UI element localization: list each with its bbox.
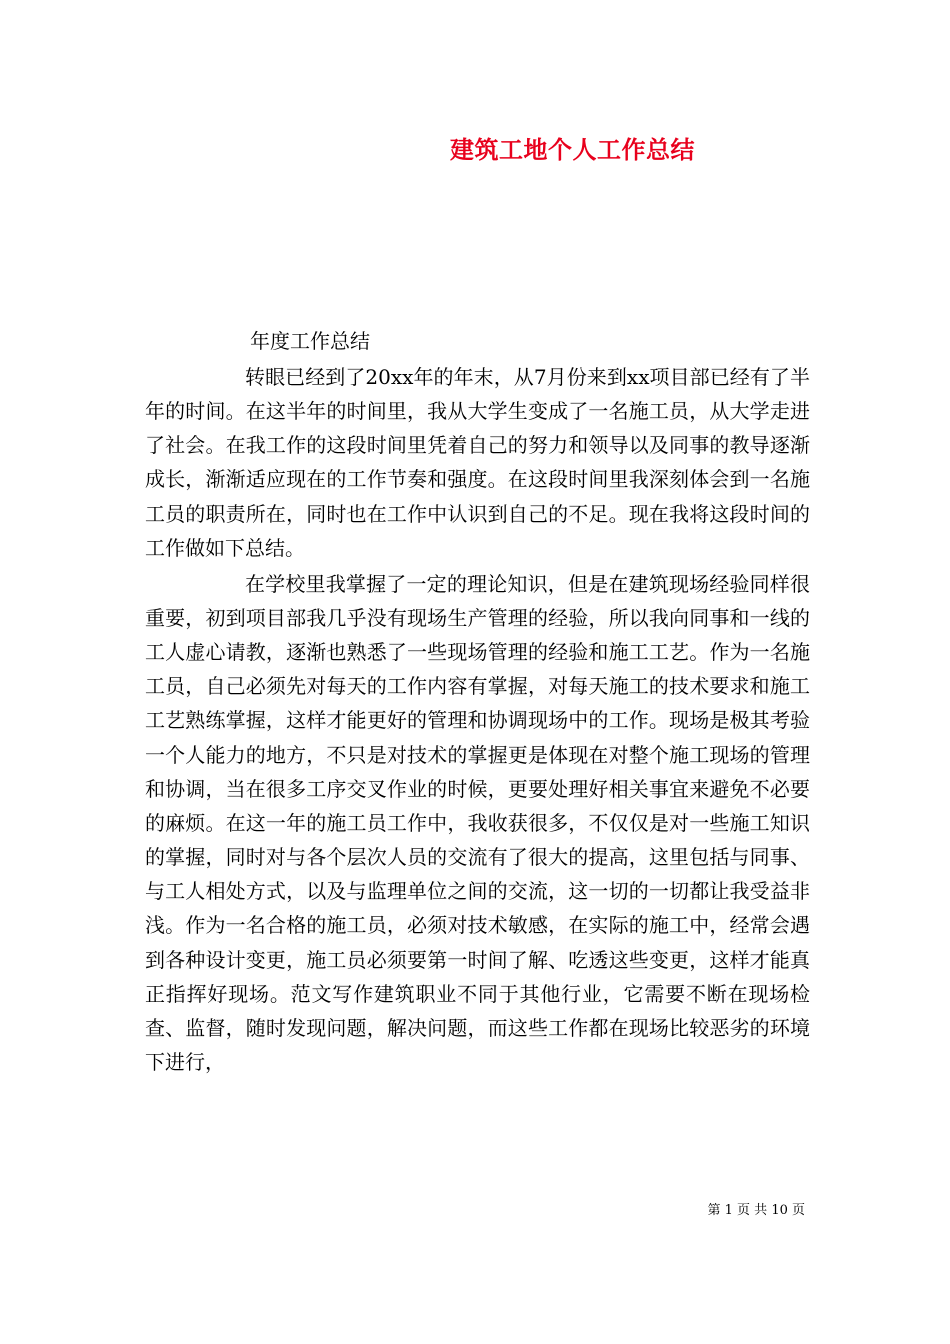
paragraph-1: 转眼已经到了20xx年的年末，从7月份来到xx项目部已经有了半年的时间。在这半年的时间里，我从大学生变成了一名施工员，从大学走进了社会。在我工作的这段时间里凭着自己的努力和领导以及同事的教导逐渐成长，渐渐适应现在的工作节奏和强度。在这段时间里我深刻体会到一名施工员的职责所在，同时也在工作中认识到自己的不足。现在我将这段时间的工作做如下总结。 — [145, 365, 810, 560]
document-body — [145, 360, 810, 1081]
section-heading: 年度工作总结 — [250, 329, 370, 353]
page-number-footer: 第 1 页 共 10 页 — [707, 1203, 805, 1218]
paragraph-2: 在学校里我掌握了一定的理论知识，但是在建筑现场经验同样很重要，初到项目部我几乎没有现场生产管理的经验，所以我向同事和一线的工人虚心请教，逐渐也熟悉了一些现场管理的经验和施工工艺。作为一名施工员，自己必须先对每天的工作内容有掌握，对每天施工的技术要求和施工工艺熟练掌握，这样才能更好的管理和协调现场中的工作。现场是极其考验一个人能力的地方，不只是对技术的掌握更是体现在对整个施工现场的管理和协调，当在很多工序交叉作业的时候，更要处理好相关事宜来避免不必要的麻烦。在这一年的施工员工作中，我收获很多，不仅仅是对一些施工知识的掌握，同时对与各个层次人员的交流有了很大的提高，这里包括与同事、与工人相处方式，以及与监理单位之间的交流，这一切的一切都让我受益非浅。作为一名合格的施工员，必须对技术敏感，在实际的施工中，经常会遇到各种设计变更，施工员必须要第一时间了解、吃透这些变更，这样才能真正指挥好现场。范文写作建筑职业不同于其他行业，它需要不断在现场检查、监督，随时发现问题，解决问题，而这些工作都在现场比较恶劣的环境下进行， — [145, 571, 810, 1075]
document-title: 建筑工地个人工作总结 — [450, 135, 695, 164]
